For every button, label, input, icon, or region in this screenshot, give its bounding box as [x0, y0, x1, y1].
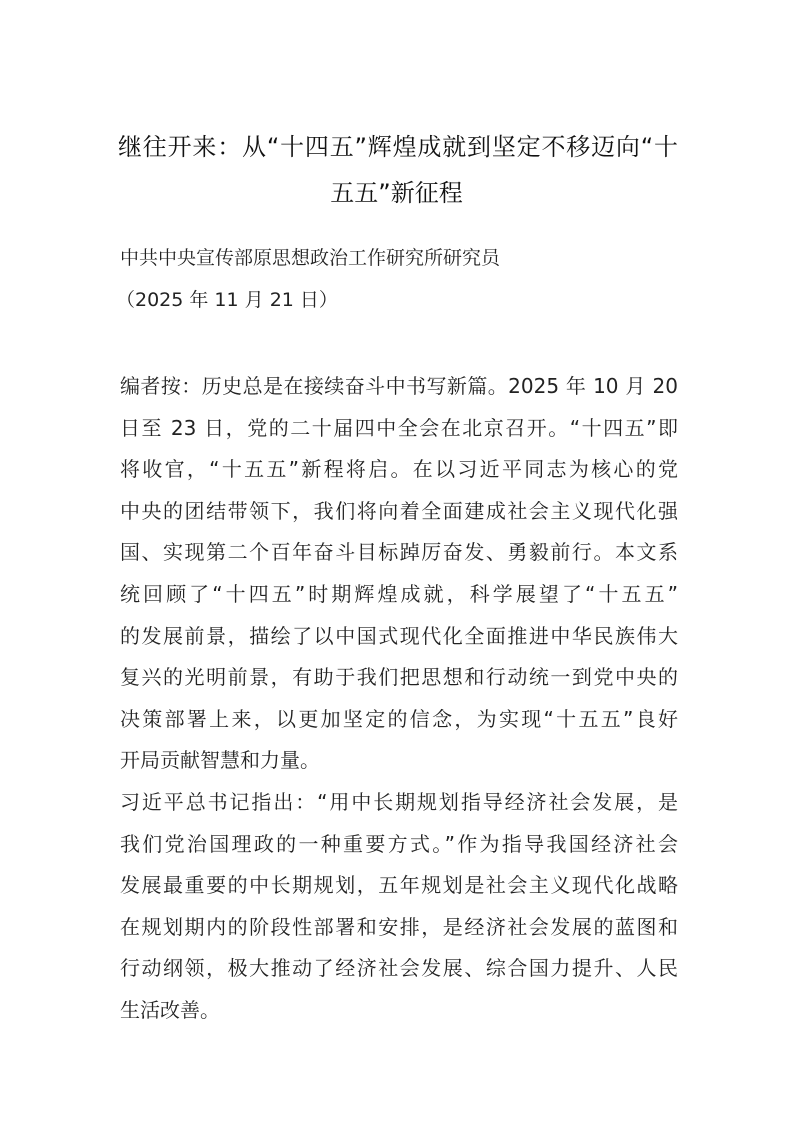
document-title-line-2: 五五”新征程	[330, 179, 463, 207]
author-affiliation: 中共中央宣传部原思想政治工作研究所研究员	[120, 247, 501, 269]
paragraph-1-line: 编者按：历史总是在接续奋斗中书写新篇。2025 年 10 月 20	[120, 374, 678, 398]
paragraph-1-line: 国、实现第二个百年奋斗目标踔厉奋发、勇毅前行。本文系	[120, 540, 678, 565]
paragraph-1-line: 统回顾了“十四五”时期辉煌成就，科学展望了“十五五”	[120, 582, 678, 606]
publish-date: （2025 年 11 月 21 日）	[116, 289, 338, 311]
paragraph-1-line: 的发展前景，描绘了以中国式现代化全面推进中华民族伟大	[120, 623, 678, 648]
paragraph-2-line: 发展最重要的中长期规划，五年规划是社会主义现代化战略	[120, 873, 678, 898]
paragraph-1-line: 将收官，“十五五”新程将启。在以习近平同志为核心的党	[120, 457, 678, 482]
paragraph-2-line: 在规划期内的阶段性部署和安排，是经济社会发展的蓝图和	[120, 914, 678, 939]
paragraph-1-line: 决策部署上来，以更加坚定的信念，为实现“十五五”良好	[120, 706, 678, 731]
paragraph-1-line: 日至 23 日，党的二十届四中全会在北京召开。“十四五”即	[120, 415, 678, 440]
paragraph-2-line: 习近平总书记指出：“用中长期规划指导经济社会发展，是	[120, 790, 678, 814]
paragraph-2-line: 行动纲领，极大推动了经济社会发展、综合国力提升、人民	[120, 956, 678, 981]
paragraph-2-line: 生活改善。	[120, 998, 220, 1022]
document-title-line-1: 继往开来：从“十四五”辉煌成就到坚定不移迈向“十	[118, 133, 678, 161]
paragraph-1-line: 开局贡献智慧和力量。	[120, 748, 320, 773]
paragraph-2-line: 我们党治国理政的一种重要方式。”作为指导我国经济社会	[120, 831, 678, 856]
paragraph-1-line: 中央的团结带领下，我们将向着全面建成社会主义现代化强	[120, 498, 678, 523]
paragraph-1-line: 复兴的光明前景，有助于我们把思想和行动统一到党中央的	[120, 665, 678, 690]
